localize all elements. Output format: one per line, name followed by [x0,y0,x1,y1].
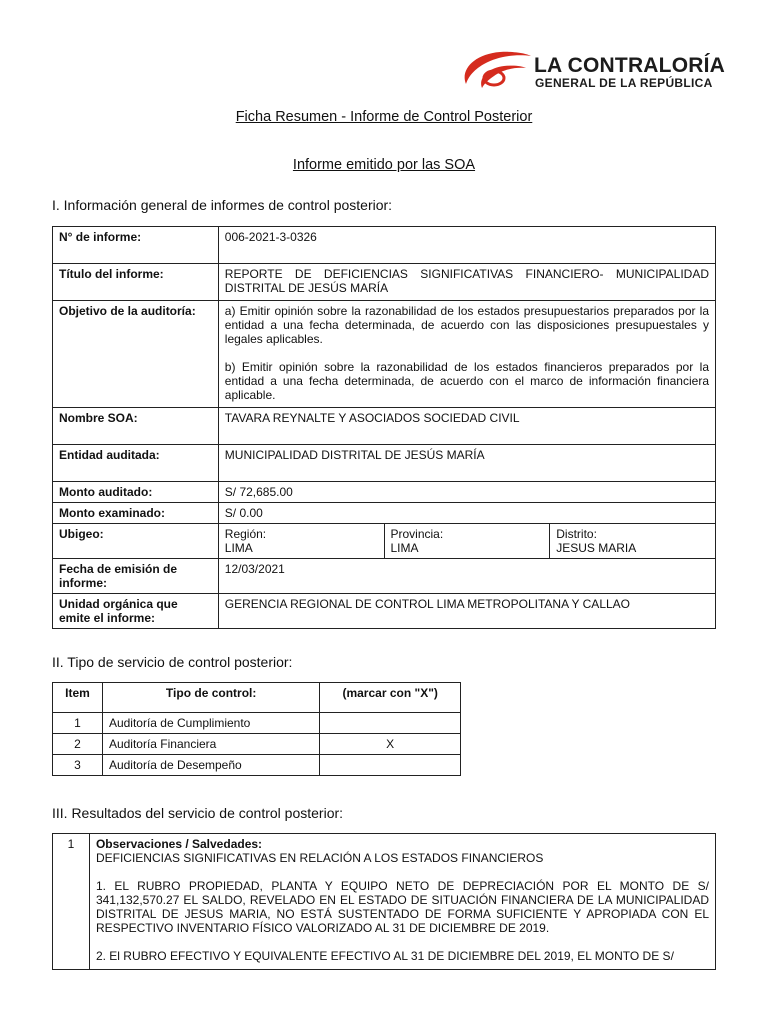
row-item: 1 [53,713,103,734]
logo-subtitle: GENERAL DE LA REPÚBLICA [535,76,713,90]
logo [456,48,726,98]
table-row [53,408,716,445]
row-marca [320,713,461,734]
document-title: Ficha Resumen - Informe de Control Posterior [235,109,533,125]
entidad-label: Entidad auditada: [53,445,219,482]
table-row [53,301,716,408]
results-table [52,833,716,970]
unidad-value: GERENCIA REGIONAL DE CONTROL LIMA METROPOLITANA Y CALLAO [218,594,715,629]
monto-examinado-value: S/ 0.00 [218,503,715,524]
table-row [53,264,716,301]
header-item: Item [53,683,103,713]
objetivo-value [218,301,715,408]
distrito-label: Distrito: [556,527,597,541]
objetivo-a: a) Emitir opinión sobre la razonabilidad de los estados presupuestarios preparados por la entidad a una fecha determinada, de acuerdo con las disposiciones presupuestales y legales aplicables. [224,304,709,346]
row-marca [320,755,461,776]
region-cell [218,524,384,559]
general-info-table [52,226,716,629]
objetivo-label: Objetivo de la auditoría: [53,301,219,408]
table-row [53,524,716,559]
row-item: 2 [53,734,103,755]
distrito-cell [550,524,716,559]
result-number: 1 [53,834,90,970]
table-row [53,713,461,734]
provincia-label: Provincia: [390,527,444,541]
table-row [53,445,716,482]
titulo-value: REPORTE DE DEFICIENCIAS SIGNIFICATIVAS FINANCIERO- MUNICIPALIDAD DISTRITAL DE JESÚS MARÍA [218,264,715,301]
soa-label: Nombre SOA: [53,408,219,445]
soa-value: TAVARA REYNALTE Y ASOCIADOS SOCIEDAD CIVIL [218,408,715,445]
row-tipo: Auditoría de Cumplimiento [102,713,319,734]
unidad-label: Unidad orgánica que emite el informe: [53,594,219,629]
table-row [53,559,716,594]
section-1-heading: I. Información general de informes de control posterior: [52,197,393,213]
distrito-value: JESUS MARIA [556,541,637,555]
header-marcar: (marcar con "X") [320,683,461,713]
row-tipo: Auditoría de Desempeño [102,755,319,776]
entidad-value: MUNICIPALIDAD DISTRITAL DE JESÚS MARÍA [218,445,715,482]
result-content [89,834,715,970]
logo-swoosh-icon [456,48,532,94]
document-subtitle: Informe emitido por las SOA [292,157,476,173]
objetivo-b: b) Emitir opinión sobre la razonabilidad de los estados financieros preparados por la entidad a una fecha determinada, de acuerdo con el marco de información financiera aplicable. [224,360,709,402]
row-item: 3 [53,755,103,776]
ubigeo-label: Ubigeo: [53,524,219,559]
titulo-label: Título del informe: [53,264,219,301]
row-tipo: Auditoría Financiera [102,734,319,755]
region-label: Región: [224,527,267,541]
table-row [53,834,716,970]
observaciones-title: DEFICIENCIAS SIGNIFICATIVAS EN RELACIÓN A LOS ESTADOS FINANCIEROS [95,851,544,865]
fecha-label: Fecha de emisión de informe: [53,559,219,594]
monto-auditado-value: S/ 72,685.00 [218,482,715,503]
table-header-row [53,683,461,713]
fecha-value: 12/03/2021 [218,559,715,594]
observacion-1: 1. EL RUBRO PROPIEDAD, PLANTA Y EQUIPO NETO DE DEPRECIACIÓN POR EL MONTO DE S/ 341,132,570.27 EL SALDO, REVELADO EN EL ESTADO DE SITUACIÓN FINANCIERA DE LA MUNICIPALIDAD DISTRITAL DE JESUS MARIA, NO ESTÁ SUSTENTADO DE FORMA SUFICIENTE Y APROPIADA CON EL RESPECTIVO INVENTARIO FÍSICO VALORIZADO AL 31 DE DICIEMBRE DE 2019. [95,879,709,935]
table-row [53,227,716,264]
informe-value: 006-2021-3-0326 [218,227,715,264]
observacion-2: 2. El RUBRO EFECTIVO Y EQUIVALENTE EFECTIVO AL 31 DE DICIEMBRE DEL 2019, EL MONTO DE S/ [95,949,674,963]
provincia-cell [384,524,550,559]
informe-label: N° de informe: [53,227,219,264]
table-row [53,755,461,776]
region-value: LIMA [224,541,253,555]
observaciones-label: Observaciones / Salvedades: [95,837,263,851]
table-row [53,594,716,629]
control-type-table [52,682,461,776]
section-2-heading: II. Tipo de servicio de control posterior: [52,654,293,670]
provincia-value: LIMA [390,541,419,555]
table-row [53,482,716,503]
monto-auditado-label: Monto auditado: [53,482,219,503]
table-row [53,503,716,524]
section-3-heading: III. Resultados del servicio de control posterior: [52,805,344,821]
row-marca: X [320,734,461,755]
header-tipo: Tipo de control: [102,683,319,713]
table-row [53,734,461,755]
logo-title: LA CONTRALORÍA [534,54,726,77]
monto-examinado-label: Monto examinado: [53,503,219,524]
